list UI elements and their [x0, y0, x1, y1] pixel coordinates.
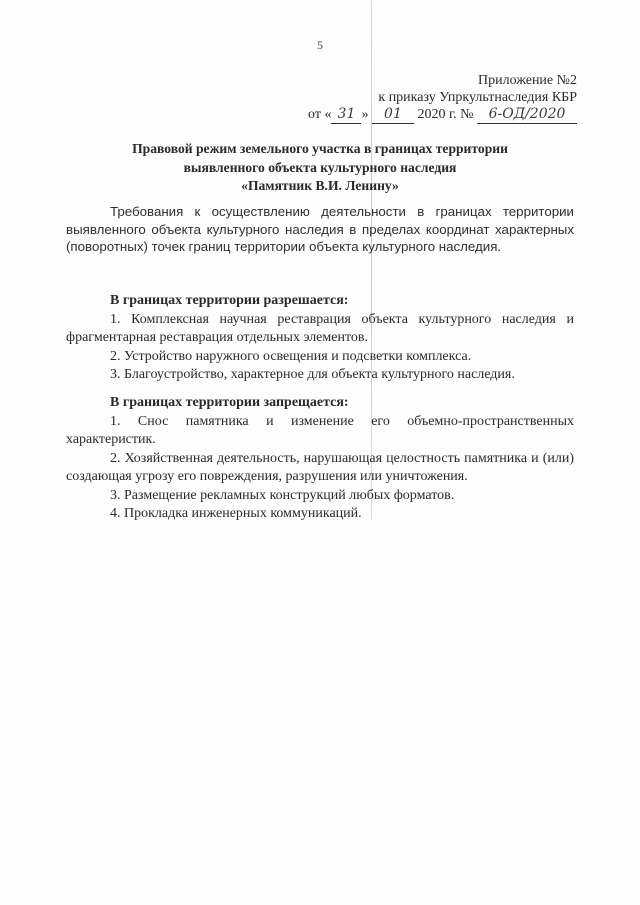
appendix-order-ref: к приказу Упркультнаследия КБР	[378, 90, 577, 105]
order-number: 6-OД/2020	[488, 106, 566, 122]
title-line-3: «Памятник В.И. Ленину»	[241, 178, 399, 193]
date-year: 2020 г. №	[417, 107, 474, 122]
list-item: 1. Комплексная научная реставрация объекта культурного наследия и фрагментарная реставрация отдельных элементов.	[66, 311, 574, 345]
date-month: 01	[384, 106, 402, 122]
list-item: 3. Размещение рекламных конструкций любых форматов.	[110, 487, 455, 503]
date-prefix: от «	[308, 107, 332, 122]
list-item: 3. Благоустройство, характерное для объекта культурного наследия.	[110, 367, 515, 382]
list-item: 2. Устройство наружного освещения и подсветки комплекса.	[110, 348, 472, 364]
title-line-2: выявленного объекта культурного наследия	[183, 159, 457, 175]
title-line-1: Правовой режим земельного участка в границах территории	[132, 141, 508, 156]
page-number: 5	[317, 38, 323, 52]
allowed-heading: В границах территории разрешается:	[110, 293, 349, 308]
allowed-list	[66, 311, 574, 385]
appendix-header	[308, 72, 577, 124]
intro-paragraph: Требования к осуществлению деятельности в границах территории выявленного объекта культурного наследия в пределах координат характерных (поворотных) точек границ территории объекта культурного наследия.	[66, 204, 574, 255]
list-item: 2. Хозяйственная деятельность, нарушающая целостность памятника и (или) создающая угрозу его повреждения, разрушения или уничтожения.	[66, 450, 574, 484]
appendix-date-line	[308, 106, 577, 124]
list-item: 4. Прокладка инженерных коммуникаций.	[110, 506, 362, 521]
date-day: 31	[337, 106, 356, 122]
list-item: 1. Снос памятника и изменение его объемно-пространственных характеристик.	[66, 413, 574, 447]
forbidden-list	[66, 413, 574, 524]
forbidden-heading: В границах территории запрещается:	[110, 395, 349, 410]
date-mid: »	[361, 107, 369, 122]
appendix-title: Приложение №2	[478, 73, 577, 88]
forbidden-section	[66, 394, 574, 524]
document-title	[66, 140, 574, 196]
allowed-section	[66, 292, 574, 385]
